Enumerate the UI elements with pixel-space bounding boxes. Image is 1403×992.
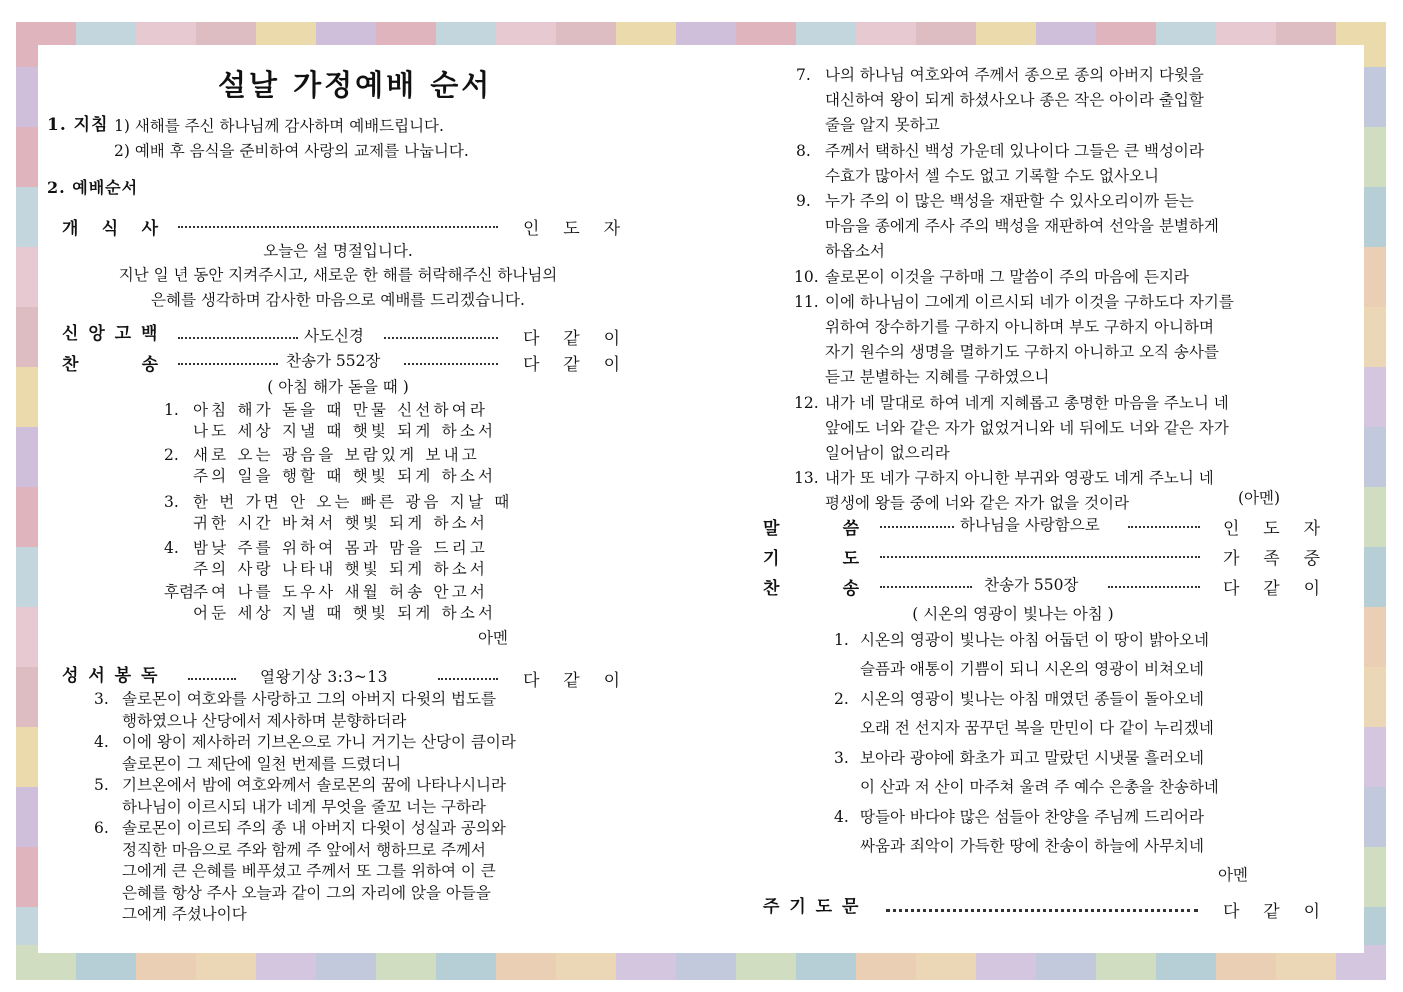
- bulletin-page: [38, 45, 1364, 953]
- spread-char: 자: [1303, 519, 1320, 539]
- hymn-verse-number: 3.: [834, 749, 849, 767]
- dotted-leader: [880, 556, 1200, 558]
- hymn-verse-line: 귀한 시간 바쳐서 햇빛 되게 하소서: [193, 514, 489, 532]
- verse-number: 5.: [94, 776, 109, 794]
- hymn-mid: 찬송가 552장: [286, 352, 381, 370]
- spread-char: 개: [62, 219, 79, 239]
- guide-label: 1. 지침: [47, 115, 109, 135]
- hymn-verse-line: 주의 사랑 나타내 햇빛 되게 하소서: [193, 560, 489, 578]
- spread-char: 도: [1263, 519, 1280, 539]
- opening-line-1: 오늘은 설 명절입니다.: [263, 242, 413, 260]
- prayer-who: [1223, 544, 1320, 569]
- spread-char: 송: [842, 579, 859, 599]
- hymn-amen: 아멘: [478, 629, 508, 647]
- verse-line: 자기 원수의 생명을 멸하기도 구하지 아니하고 오직 송사를: [825, 343, 1219, 362]
- verse-line: 하나님이 이르시되 내가 네게 무엇을 줄꼬 너는 구하라: [122, 797, 486, 816]
- dotted-leader: [178, 226, 498, 228]
- lords-prayer-label: 주 기 도 문: [763, 897, 861, 917]
- spread-char: 같: [1263, 902, 1280, 922]
- hymn2-who: [1223, 574, 1320, 599]
- verse-line: 솔로몬이 그 제단에 일천 번제를 드렸더니: [122, 754, 402, 773]
- verse-line: 솔로몬이 이르되 주의 종 내 아버지 다윗이 성실과 공의와: [122, 819, 506, 837]
- hymn-title: ( 아침 해가 돋을 때 ): [267, 378, 409, 396]
- hymn-verse-line: 슬픔과 애통이 기쁨이 되니 시온의 영광이 비쳐오네: [860, 660, 1204, 678]
- verse-line: 내가 네 말대로 하여 네게 지혜롭고 총명한 마음을 주노니 네: [825, 393, 1229, 412]
- reading-label: 성 서 봉 독: [62, 666, 160, 686]
- verse-line: 일어남이 없으리라: [825, 444, 950, 462]
- spread-char: 찬: [763, 579, 780, 599]
- hymn-verse-line: 주여 나를 도우사 새월 허송 안고서: [193, 583, 489, 601]
- verse-line: 앞에도 너와 같은 자가 없었거니와 네 뒤에도 너와 같은 자가: [825, 418, 1229, 437]
- spread-char: 이: [603, 355, 620, 375]
- verse-line: 대신하여 왕이 되게 하셨사오나 종은 작은 아이라 출입할: [825, 91, 1204, 110]
- dotted-leader: [178, 337, 298, 339]
- verse-line: 이에 왕이 제사하러 기브온으로 가니 거기는 산당이 큼이라: [122, 733, 516, 751]
- spread-char: 인: [1223, 519, 1240, 539]
- verse-number: 8.: [796, 141, 811, 160]
- verse-number: 4.: [94, 733, 109, 751]
- reading-who: [523, 666, 620, 691]
- hymn-verse-line: 이 산과 저 산이 마주쳐 울려 주 예수 은총을 찬송하네: [860, 778, 1219, 796]
- verse-line: 나의 하나님 여호와여 주께서 종으로 종의 아버지 다윗을: [825, 66, 1204, 84]
- dotted-leader: [384, 337, 498, 339]
- spread-char: 기: [763, 549, 780, 569]
- dotted-leader: [1108, 586, 1200, 588]
- creed-label: 신 앙 고 백: [62, 324, 160, 344]
- verse-line: 누가 주의 이 많은 백성을 재판할 수 있사오리이까 듣는: [825, 192, 1194, 210]
- opening-label: [62, 214, 158, 239]
- spread-char: 같: [563, 355, 580, 375]
- spread-char: 다: [1223, 579, 1240, 599]
- spread-char: 이: [1303, 579, 1320, 599]
- verse-line: 그에게 큰 은혜를 베푸셨고 주께서 또 그를 위하여 이 큰: [122, 862, 496, 880]
- hymn-verse-line: 싸움과 죄악이 가득한 땅에 찬송이 하늘에 사무치네: [860, 837, 1204, 855]
- opening-who: [523, 214, 620, 239]
- verse-number: 12.: [794, 393, 819, 412]
- verse-number: 9.: [796, 192, 811, 210]
- hymn2-mid: 찬송가 550장: [984, 576, 1079, 594]
- hymn2-label: [763, 574, 859, 599]
- guide-item-1: 1) 새해를 주신 하나님께 감사하며 예배드립니다.: [114, 117, 444, 135]
- verse-number: 3.: [94, 690, 109, 708]
- hymn-verse-line: 한 번 가면 안 오는 빠른 광음 지날 때: [193, 493, 513, 511]
- hymn-verse-number: 1.: [834, 631, 849, 649]
- hymn-verse-line: 오래 전 선지자 꿈꾸던 복을 만민이 다 같이 누리겠네: [860, 719, 1214, 737]
- verse-line: 마음을 종에게 주사 주의 백성을 재판하여 선악을 분별하게: [825, 217, 1219, 236]
- prayer-label: [763, 544, 859, 569]
- spread-char: 다: [523, 355, 540, 375]
- dotted-leader: [880, 526, 954, 528]
- dotted-leader: [1128, 526, 1200, 528]
- hymn-verse-number: 2.: [834, 690, 849, 708]
- sermon-label: [763, 514, 859, 539]
- spread-char: 이: [603, 671, 620, 691]
- hymn-who: [523, 350, 620, 375]
- spread-char: 다: [523, 329, 540, 349]
- hymn-verse-line: 시온의 영광이 빛나는 아침 매였던 종들이 돌아오네: [860, 690, 1204, 708]
- sermon-mid: 하나님을 사랑함으로: [960, 516, 1100, 534]
- verse-line: 정직한 마음으로 주와 함께 주 앞에서 행하므로 주께서: [122, 840, 486, 859]
- lords-prayer-who: [1223, 897, 1320, 922]
- hymn-verse-number: 2.: [164, 446, 179, 464]
- hymn2-title: ( 시온의 영광이 빛나는 아침 ): [912, 605, 1114, 623]
- hymn-verse-number: 4.: [834, 808, 849, 826]
- verse-line: 행하였으나 산당에서 제사하며 분향하더라: [122, 711, 407, 730]
- hymn-verse-line: 보아라 광야에 화초가 피고 말랐던 시냇물 흘러오네: [860, 749, 1204, 767]
- spread-char: 다: [523, 671, 540, 691]
- spread-char: 송: [141, 355, 158, 375]
- reading-mid: 열왕기상 3:3~13: [260, 668, 388, 686]
- verse-line: 은혜를 항상 주사 오늘과 같이 그의 자리에 앉을 아들을: [122, 883, 491, 902]
- page-title: 설날 가정예배 순서: [218, 68, 493, 102]
- spread-char: 씀: [842, 519, 859, 539]
- verse-line: 주께서 택하신 백성 가운데 있나이다 그들은 큰 백성이라: [825, 141, 1204, 160]
- hymn-verse-number: 3.: [164, 493, 179, 511]
- hymn-verse-line: 땅들아 바다야 많은 섬들아 찬양을 주님께 드리어라: [860, 808, 1204, 826]
- spread-char: 같: [1263, 579, 1280, 599]
- creed-mid: 사도신경: [304, 327, 364, 345]
- dotted-leader: [880, 586, 972, 588]
- spread-char: 말: [763, 519, 780, 539]
- spread-char: 가: [1223, 549, 1240, 569]
- verse-number: 10.: [794, 267, 819, 286]
- spread-char: 이: [603, 329, 620, 349]
- spread-char: 같: [563, 329, 580, 349]
- hymn-verse-number: 4.: [164, 539, 179, 557]
- hymn-label: [62, 350, 158, 375]
- verse-number: 11.: [794, 292, 819, 311]
- spread-char: 다: [1223, 902, 1240, 922]
- hymn-verse-line: 주의 일을 행할 때 햇빛 되게 하소서: [193, 467, 497, 485]
- hymn-verse-number: 1.: [164, 401, 179, 419]
- dotted-leader: [404, 363, 498, 365]
- verse-line: 기브온에서 밤에 여호와께서 솔로몬의 꿈에 나타나시니라: [122, 776, 506, 794]
- spread-char: 인: [523, 219, 540, 239]
- verse-line: 수효가 많아서 셀 수도 없고 기록할 수도 없사오니: [825, 166, 1159, 185]
- verse-number: 7.: [796, 66, 811, 84]
- creed-who: [523, 324, 620, 349]
- hymn-verse-line: 새로 오는 광음을 보람있게 보내고: [193, 446, 480, 464]
- spread-char: 자: [603, 219, 620, 239]
- spread-char: 도: [842, 549, 859, 569]
- dotted-leader: [438, 678, 498, 680]
- hymn-verse-line: 어둔 세상 지낼 때 햇빛 되게 하소서: [193, 604, 497, 622]
- sermon-who: [1223, 514, 1320, 539]
- hymn-verse-line: 나도 세상 지낼 때 햇빛 되게 하소서: [193, 422, 497, 440]
- verse-amen: (아멘): [1238, 489, 1281, 507]
- verse-line: 줄을 알지 못하고: [825, 116, 940, 135]
- opening-line-3: 은혜를 생각하며 감사한 마음으로 예배를 드리겠습니다.: [151, 291, 525, 309]
- verse-line: 솔로몬이 여호와를 사랑하고 그의 아버지 다윗의 법도를: [122, 690, 496, 708]
- verse-line: 듣고 분별하는 지혜를 구하였으니: [825, 368, 1050, 387]
- verse-line: 위하여 장수하기를 구하지 아니하며 부도 구하지 아니하며: [825, 318, 1214, 336]
- verse-line: 이에 하나님이 그에게 이르시되 네가 이것을 구하도다 자기를: [825, 292, 1234, 311]
- hymn2-amen: 아멘: [1218, 866, 1248, 884]
- verse-line: 평생에 왕들 중에 너와 같은 자가 없을 것이라: [825, 494, 1130, 513]
- dotted-leader: [886, 909, 1198, 912]
- spread-char: 사: [141, 219, 158, 239]
- spread-char: 찬: [62, 355, 79, 375]
- verse-line: 솔로몬이 이것을 구하매 그 말씀이 주의 마음에 든지라: [825, 267, 1189, 286]
- hymn-verse-line: 아침 해가 돋을 때 만물 신선하여라: [193, 401, 489, 419]
- guide-item-2: 2) 예배 후 음식을 준비하여 사랑의 교제를 나눕니다.: [114, 142, 469, 160]
- verse-number: 6.: [94, 819, 109, 837]
- hymn-verse-line: 밤낮 주를 위하여 몸과 맘을 드리고: [193, 539, 489, 557]
- spread-char: 중: [1303, 549, 1320, 569]
- spread-char: 족: [1263, 549, 1280, 569]
- spread-char: 식: [101, 219, 119, 239]
- verse-number: 13.: [794, 469, 819, 488]
- verse-line: 하옵소서: [825, 242, 885, 261]
- spread-char: 도: [563, 219, 580, 239]
- spread-char: 같: [563, 671, 580, 691]
- verse-line: 내가 또 네가 구하지 아니한 부귀와 영광도 네게 주노니 네: [825, 469, 1214, 488]
- spread-char: 이: [1303, 902, 1320, 922]
- order-label: 2. 예배순서: [47, 178, 139, 197]
- opening-line-2: 지난 일 년 동안 지켜주시고, 새로운 한 해를 허락해주신 하나님의: [118, 266, 558, 284]
- dotted-leader: [178, 363, 278, 365]
- verse-line: 그에게 주셨나이다: [122, 905, 247, 923]
- hymn-verse-number: 후렴: [164, 583, 194, 601]
- dotted-leader: [188, 678, 236, 680]
- hymn-verse-line: 시온의 영광이 빛나는 아침 어둡던 이 땅이 밝아오네: [860, 631, 1209, 649]
